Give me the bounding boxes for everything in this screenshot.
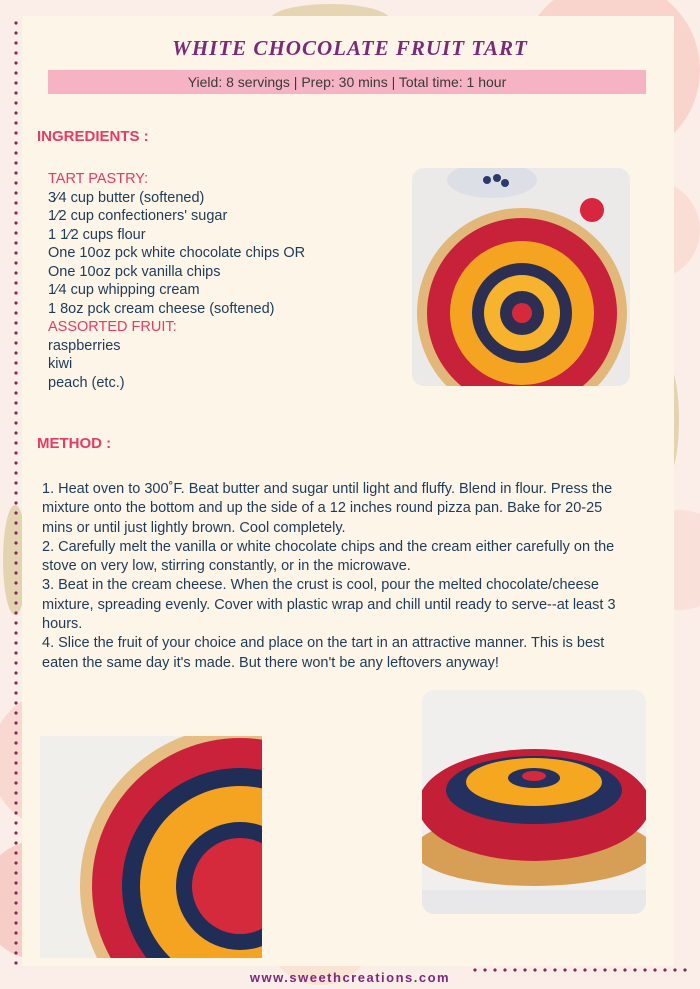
ingredient-item: 1⁄4 cup whipping cream — [48, 282, 200, 298]
method-step: 2. Carefully melt the vanilla or white chocolate chips and the cream either carefully on the stove on very low, stirring constantly, or in the microwave. — [42, 538, 615, 575]
method-heading: METHOD : — [37, 435, 112, 452]
ingredient-subheading: ASSORTED FRUIT: — [48, 319, 177, 335]
ingredients-heading: INGREDIENTS : — [37, 128, 149, 145]
ingredient-item: One 10oz pck white chocolate chips OR — [48, 245, 306, 261]
ingredient-subheading: TART PASTRY: — [48, 171, 149, 187]
ingredient-item: 3⁄4 cup butter (softened) — [48, 189, 205, 206]
tart-photo-closeup — [40, 736, 262, 958]
method-step: 4. Slice the fruit of your choice and place on the tart in an attractive manner. This is best eaten the same day it's made. But there won't be any leftovers anyway! — [42, 635, 605, 671]
ingredient-item: kiwi — [48, 356, 73, 372]
tart-photo-top — [412, 168, 630, 386]
ingredient-item: One 10oz pck vanilla chips — [48, 263, 221, 280]
ingredient-item: 1⁄2 cup confectioners' sugar — [48, 208, 228, 224]
website-footer[interactable]: www.sweethcreations.com — [249, 970, 451, 985]
ingredient-item: 1 1⁄2 cups flour — [48, 226, 146, 243]
ingredient-item: raspberries — [48, 337, 121, 354]
ingredients-list — [48, 170, 388, 392]
dotted-border-left — [14, 18, 18, 968]
method-step: 3. Beat in the cream cheese. When the crust is cool, pour the melted chocolate/cheese mixture, spreading evenly. Cover with plastic wrap and chill until ready to serve--at least 3 hours. — [42, 577, 616, 633]
method-step: 1. Heat oven to 300˚F. Beat butter and sugar until light and fluffy. Blend in flour. Press the mixture onto the bottom and up the side of a 12 inches round pizza pan. Bake for 20-25 mins or until just lightly brown. Cool completely. — [42, 481, 613, 536]
ingredient-item: 1 8oz pck cream cheese (softened) — [48, 300, 275, 317]
recipe-title: WHITE CHOCOLATE FRUIT TART — [172, 36, 528, 60]
ingredient-item: peach (etc.) — [48, 374, 125, 391]
method-steps — [42, 480, 632, 673]
yield-info-bar: Yield: 8 servings | Prep: 30 mins | Total time: 1 hour — [48, 70, 646, 94]
tart-photo-side — [422, 690, 646, 914]
